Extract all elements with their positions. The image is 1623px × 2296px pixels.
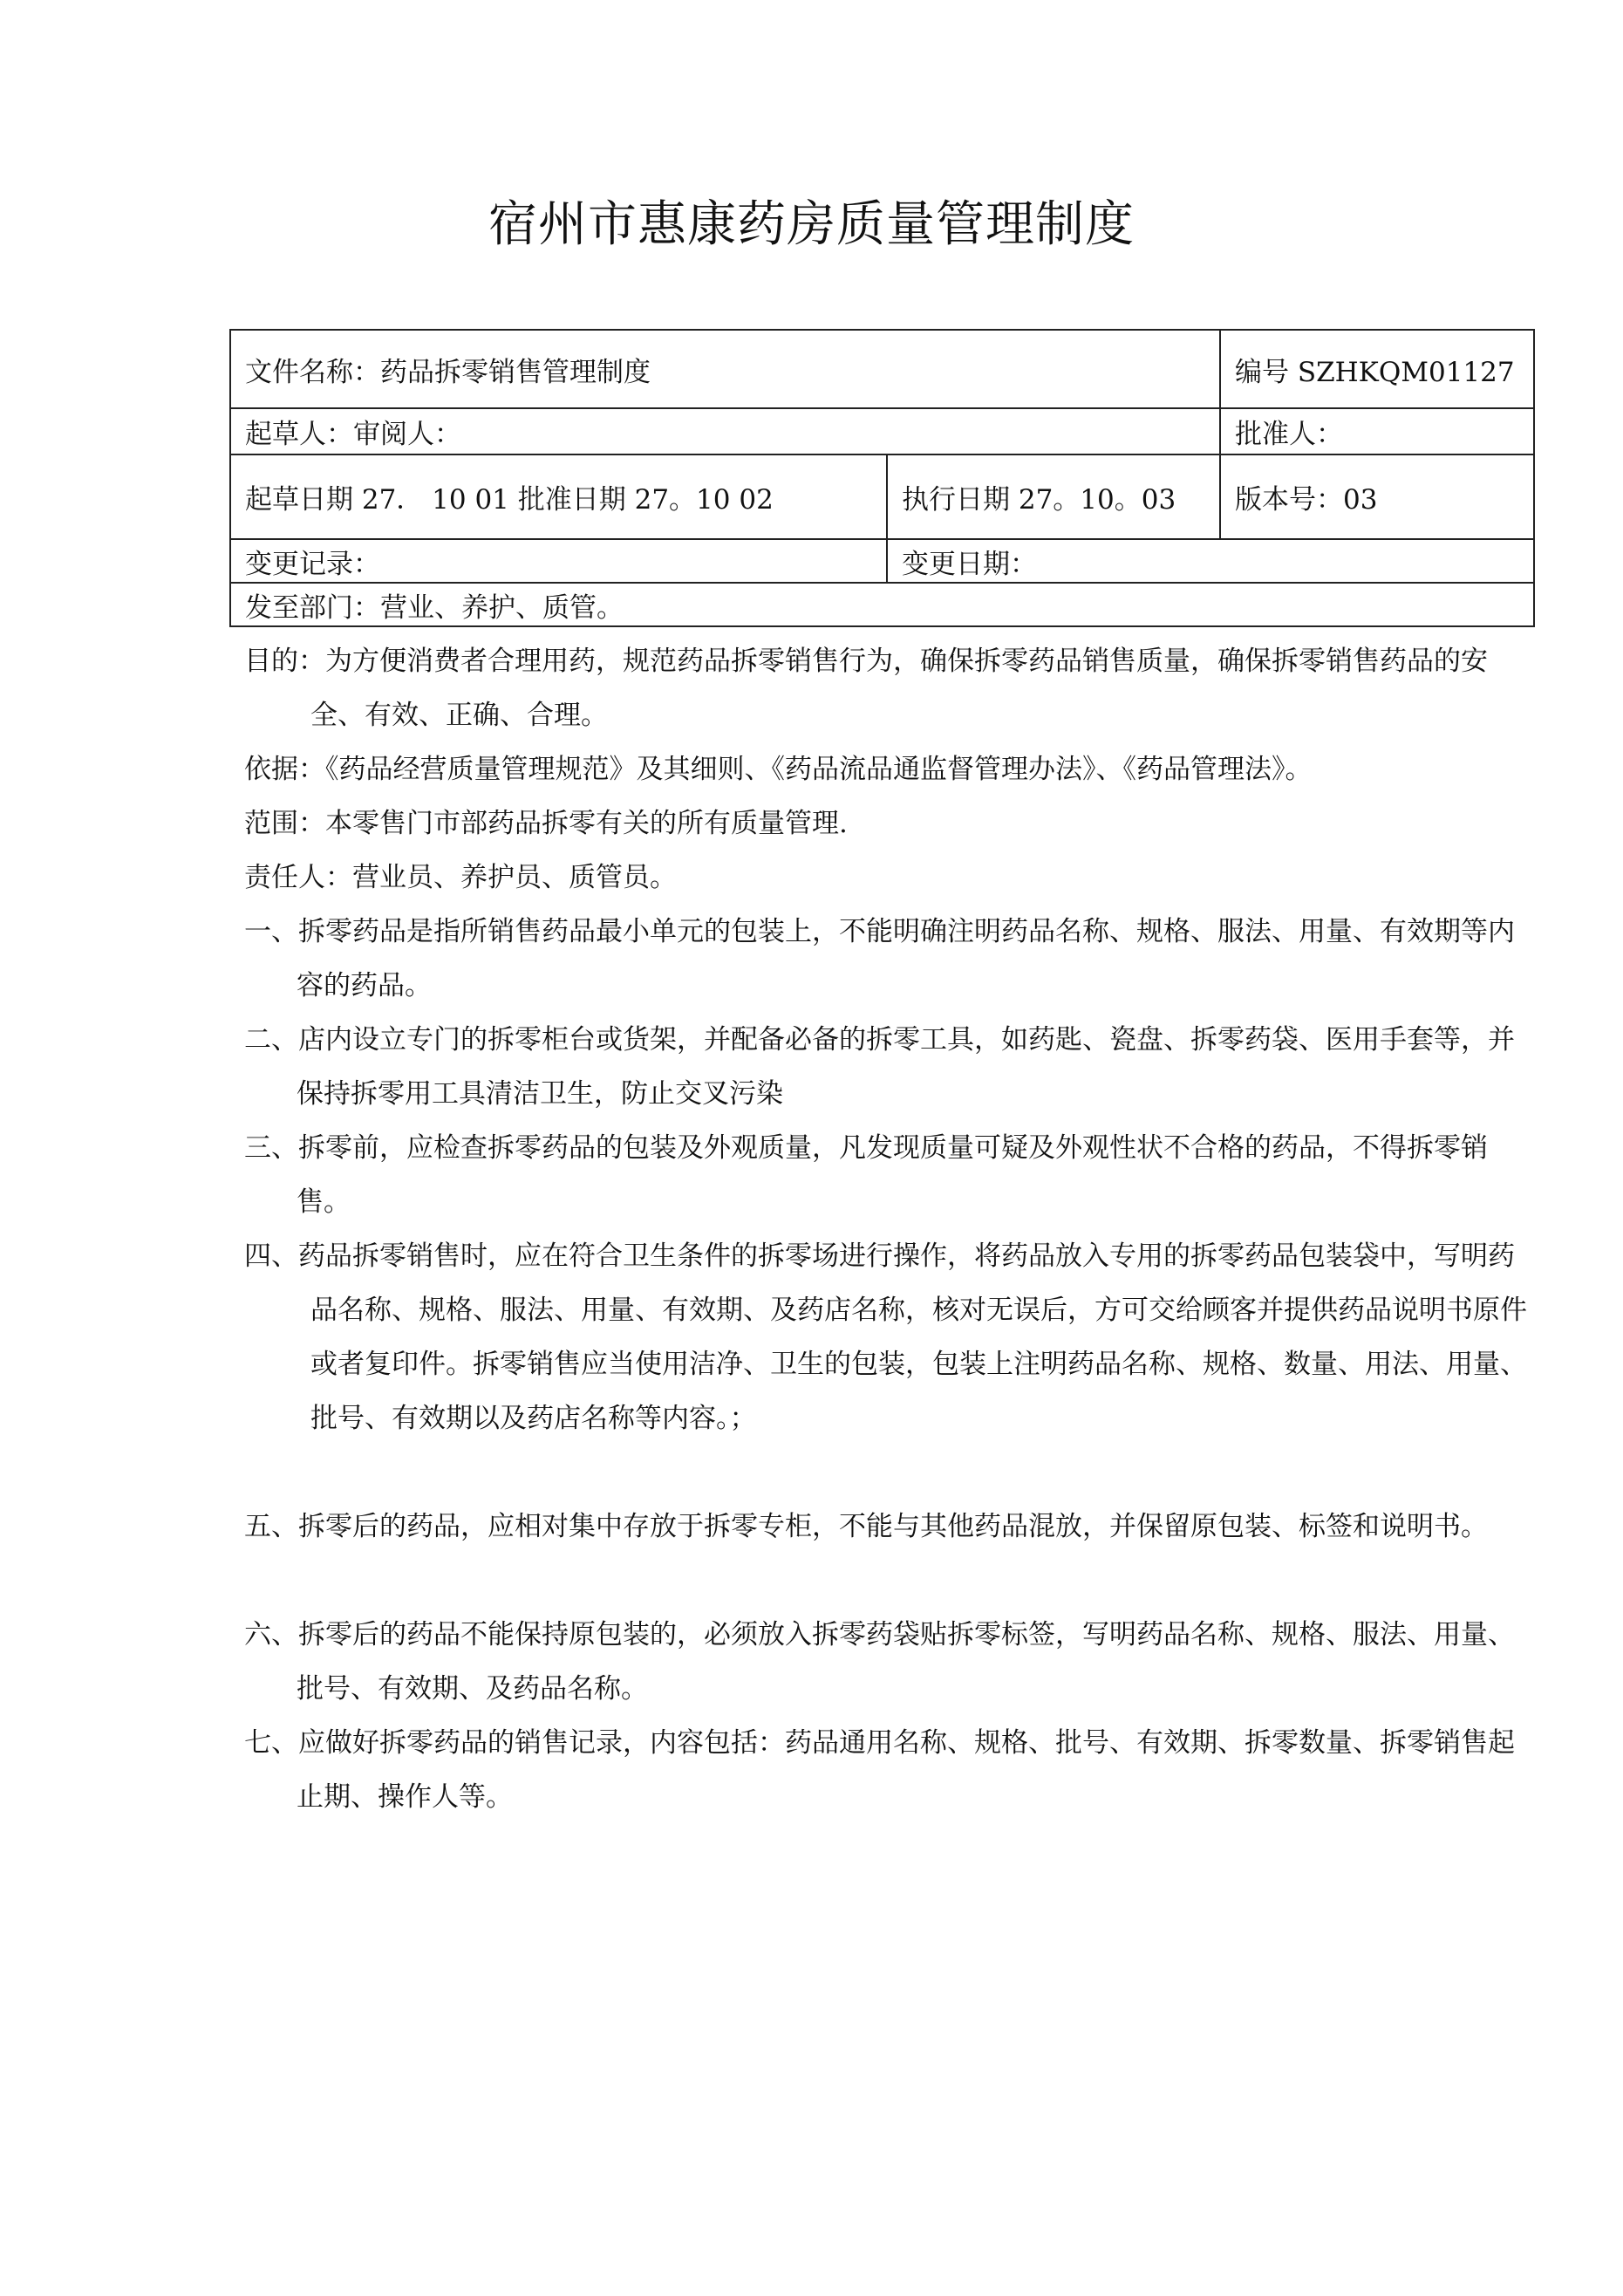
header-row-dates (230, 454, 1534, 539)
file-name-cell: 文件名称：药品拆零销售管理制度 (230, 330, 1220, 408)
change-date-cell: 变更日期： (887, 539, 1534, 583)
draft-approve-dates-cell: 起草日期 27． 10 01 批准日期 27。10 02 (230, 454, 887, 539)
rule-item-4: 四、药品拆零销售时，应在符合卫生条件的拆零场进行操作，将药品放入专用的拆零药品包装袋中，写明药品名称、规格、服法、用量、有效期、及药店名称，核对无误后，方可交给顾客并提供药品说明书原件或者复印件。拆零销售应当使用洁净、卫生的包装，包装上注明药品名称、规格、数量、用法、用量、批号、有效期以及药店名称等内容。； (244, 1240, 1527, 1434)
drafter-reviewer-cell: 起草人：审阅人： (230, 408, 1220, 454)
header-row-distribution (230, 583, 1534, 626)
document-header-table (229, 329, 1535, 627)
approver-cell: 批准人： (1220, 408, 1534, 454)
basis-paragraph: 依据：《药品经营质量管理规范》及其细则、《药品流品通监督管理办法》、《药品管理法》。 (244, 754, 1313, 785)
rule-item-6: 六、拆零后的药品不能保持原包装的，必须放入拆零药袋贴拆零标签，写明药品名称、规格、服法、用量、批号、有效期、及药品名称。 (244, 1619, 1515, 1705)
rule-item-7: 七、应做好拆零药品的销售记录，内容包括：药品通用名称、规格、批号、有效期、拆零数量、拆零销售起止期、操作人等。 (244, 1727, 1515, 1813)
rule-item-5: 五、拆零后的药品，应相对集中存放于拆零专柜，不能与其他药品混放，并保留原包装、标签和说明书。 (244, 1511, 1488, 1542)
rule-item-2: 二、店内设立专门的拆零柜台或货架，并配备必备的拆零工具，如药匙、瓷盘、拆零药袋、医用手套等，并保持拆零用工具清洁卫生，防止交叉污染 (244, 1024, 1515, 1110)
header-row-file (230, 330, 1534, 408)
distribute-to-cell: 发至部门：营业、养护、质管。 (230, 583, 1534, 626)
header-row-people (230, 408, 1534, 454)
responsible-paragraph: 责任人：营业员、养护员、质管员。 (244, 862, 677, 893)
scope-paragraph: 范围：本零售门市部药品拆零有关的所有质量管理. (244, 808, 848, 839)
version-cell: 版本号：03 (1220, 454, 1534, 539)
rule-item-1: 一、拆零药品是指所销售药品最小单元的包装上，不能明确注明药品名称、规格、服法、用量、有效期等内容的药品。 (244, 916, 1515, 1001)
doc-number-cell: 编号 SZHKQM01127 (1220, 330, 1534, 408)
header-row-changes (230, 539, 1534, 583)
rule-item-3: 三、拆零前，应检查拆零药品的包装及外观质量，凡发现质量可疑及外观性状不合格的药品，不得拆零销售。 (244, 1132, 1488, 1218)
purpose-paragraph: 目的：为方便消费者合理用药，规范药品拆零销售行为，确保拆零药品销售质量，确保拆零销售药品的安全、有效、正确、合理。 (244, 646, 1488, 731)
change-record-cell: 变更记录： (230, 539, 887, 583)
document-body (244, 634, 1531, 1824)
exec-date-cell: 执行日期 27。10。03 (887, 454, 1220, 539)
page-title: 宿州市惠康药房质量管理制度 (488, 196, 1135, 253)
